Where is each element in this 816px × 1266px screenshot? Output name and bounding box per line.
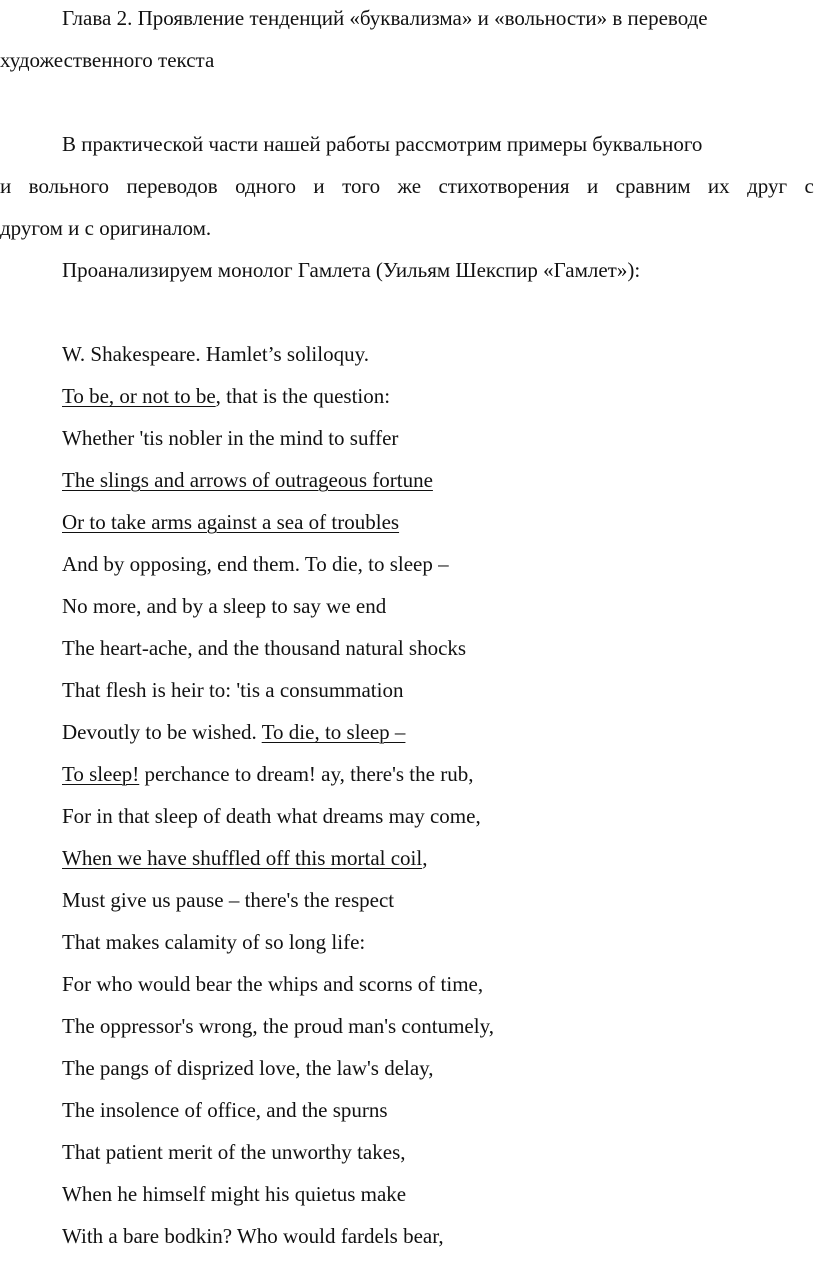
underlined-phrase: The slings and arrows of outrageous fortune: [62, 468, 433, 492]
intro-paragraph-line-1: В практической части нашей работы рассмотрим примеры буквального: [62, 132, 703, 156]
intro-word: же: [397, 174, 422, 198]
intro-word: сравним: [615, 174, 691, 198]
underlined-phrase: To be, or not to be: [62, 384, 216, 408]
intro-word: того: [342, 174, 381, 198]
poem-line-7: The heart-ache, and the thousand natural shocks: [62, 636, 467, 660]
line-text: perchance to dream! ay, there's the rub,: [139, 762, 474, 786]
underlined-phrase: Or to take arms against a sea of troubles: [62, 510, 400, 534]
poem-line-15: For who would bear the whips and scorns of time,: [62, 972, 484, 996]
poem-line-21: With a bare bodkin? Who would fardels bear,: [62, 1224, 444, 1248]
poem-line-12: [62, 846, 427, 870]
intro-paragraph-line-3: другом и с оригиналом.: [0, 216, 212, 240]
analysis-intro-line: Проанализируем монолог Гамлета (Уильям Шекспир «Гамлет»):: [62, 258, 641, 282]
poem-line-17: The pangs of disprized love, the law's delay,: [62, 1056, 434, 1080]
underlined-phrase: To die, to sleep –: [261, 720, 406, 744]
intro-word: и: [0, 174, 12, 198]
intro-word: их: [707, 174, 730, 198]
poem-line-5: And by opposing, end them. To die, to sleep –: [62, 552, 449, 576]
poem-line-6: No more, and by a sleep to say we end: [62, 594, 387, 618]
intro-word: и: [586, 174, 599, 198]
poem-line-18: The insolence of office, and the spurns: [62, 1098, 388, 1122]
intro-word: друг: [747, 174, 788, 198]
poem-line-10: [62, 762, 473, 786]
poem-line-16: The oppressor's wrong, the proud man's contumely,: [62, 1014, 494, 1038]
intro-word: и: [313, 174, 325, 198]
poem-line-4: [62, 510, 399, 534]
poem-title: W. Shakespeare. Hamlet’s soliloquy.: [62, 342, 369, 366]
intro-word: переводов: [126, 174, 218, 198]
intro-word: стихотворения: [438, 174, 570, 198]
line-text: ,: [422, 846, 428, 870]
intro-paragraph-line-2: [0, 174, 814, 198]
poem-line-19: That patient merit of the unworthy takes,: [62, 1140, 406, 1164]
chapter-heading-line-1: Глава 2. Проявление тенденций «буквализма» и «вольности» в переводе: [62, 6, 708, 30]
chapter-heading-line-2: художественного текста: [0, 48, 215, 72]
poem-line-11: For in that sleep of death what dreams may come,: [62, 804, 481, 828]
line-text: Devoutly to be wished.: [62, 720, 262, 744]
poem-line-9: [62, 720, 405, 744]
underlined-phrase: When we have shuffled off this mortal coil: [62, 846, 423, 870]
intro-word: с: [804, 174, 814, 198]
poem-line-1: [62, 384, 390, 408]
line-text: , that is the question:: [215, 384, 391, 408]
poem-line-13: Must give us pause – there's the respect: [62, 888, 395, 912]
intro-word: вольного: [28, 174, 110, 198]
poem-line-14: That makes calamity of so long life:: [62, 930, 366, 954]
intro-word: одного: [235, 174, 296, 198]
poem-line-3: [62, 468, 433, 492]
poem-line-8: That flesh is heir to: 'tis a consummation: [62, 678, 404, 702]
poem-line-2: Whether 'tis nobler in the mind to suffer: [62, 426, 399, 450]
poem-line-20: When he himself might his quietus make: [62, 1182, 407, 1206]
underlined-phrase: To sleep!: [62, 762, 140, 786]
